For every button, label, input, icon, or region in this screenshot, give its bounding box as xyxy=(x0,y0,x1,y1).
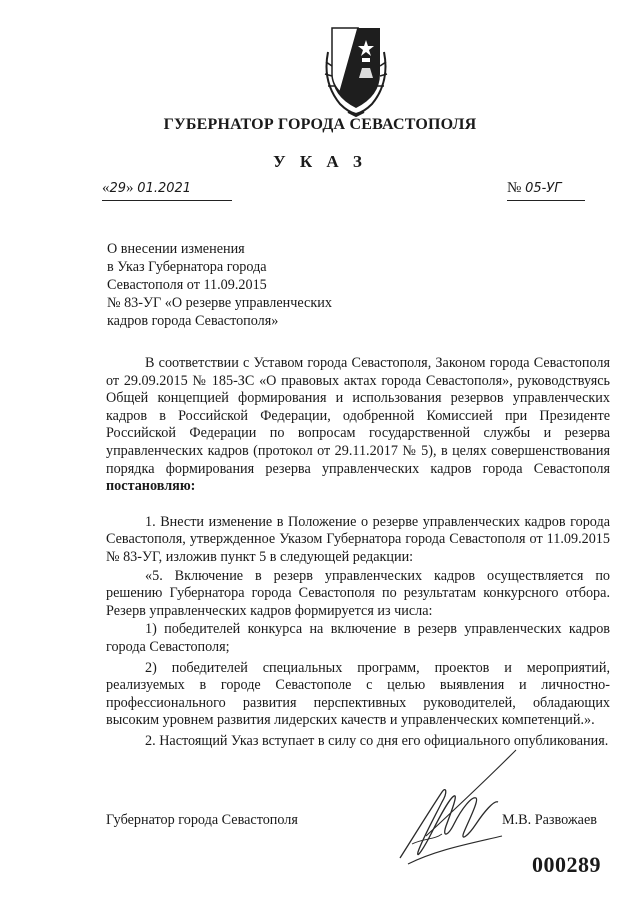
item-paragraph: 2. Настоящий Указ вступает в силу со дня его официального опубликования. xyxy=(145,732,609,749)
handwritten-signature xyxy=(384,740,534,880)
signatory-title: Губернатор города Севастополя xyxy=(106,812,298,828)
document-type-title: У К А З xyxy=(273,152,367,171)
preamble-paragraph xyxy=(106,355,610,496)
issuer-title: ГУБЕРНАТОР ГОРОДА СЕВАСТОПОЛЯ xyxy=(163,116,477,133)
preamble-text: В соответствии с Уставом города Севастополя, Законом города Севастополя от 29.09.2015 № 185-ЗС «О правовых актах города Севастополя», руководствуясь Общей концепцией формирования и использования резервов управленческих кадров в Российской Федерации, одобренной Комиссией при Президенте Российской Федерации по вопросам государственной службы и резерва управленческих кадров (протокол от 29.11.2017 № 5), в целях совершенствования порядка формирования резерва управленческих кадров города Севастополя xyxy=(106,355,610,477)
decree-number xyxy=(507,180,585,201)
date-close-quote: » xyxy=(126,180,134,196)
item-paragraph: 1) победителей конкурса на включение в резерв управленческих кадров города Севастополя; xyxy=(106,621,610,655)
decree-body xyxy=(106,355,610,750)
coat-of-arms-emblem xyxy=(318,22,394,118)
item-paragraph: «5. Включение в резерв управленческих кадров осуществляется по решению Губернатора города Севастополя по результатам конкурсного отбора. Резерв управленческих кадров формируется из числа: xyxy=(106,567,610,619)
number-value: 05-УГ xyxy=(525,181,562,196)
item-paragraph: 1. Внести изменение в Положение о резерве управленческих кадров города Севастополя, утвержденное Указом Губернатора города Севастополя от 11.09.2015 № 83-УГ, изложив пункт 5 в следующей редакции: xyxy=(106,513,610,565)
subject-line: № 83-УГ «О резерве управленческих xyxy=(107,295,332,311)
subject-line: в Указ Губернатора города xyxy=(107,259,267,275)
number-prefix: № xyxy=(507,180,522,196)
subject-line: О внесении изменения xyxy=(107,241,245,257)
date-open-quote: « xyxy=(102,180,110,196)
subject-line: Севастополя от 11.09.2015 xyxy=(107,277,267,293)
decree-date xyxy=(102,180,232,201)
date-day: 29 xyxy=(109,181,127,196)
decree-subject xyxy=(107,240,407,330)
date-month-year: 01.2021 xyxy=(137,181,192,196)
serial-number: 000289 xyxy=(532,852,601,877)
signatory-name: М.В. Развожаев xyxy=(502,812,597,828)
subject-line: кадров города Севастополя» xyxy=(107,313,279,329)
item-paragraph: 2) победителей специальных программ, проектов и мероприятий, реализуемых в городе Севастополе с целью выявления и личностно-профессионального развития перспективных руководителей, обладающих высоким уровнем развития лидерских качеств и управленческих компетенций.». xyxy=(106,659,610,729)
decree-word: постановляю: xyxy=(106,478,196,495)
